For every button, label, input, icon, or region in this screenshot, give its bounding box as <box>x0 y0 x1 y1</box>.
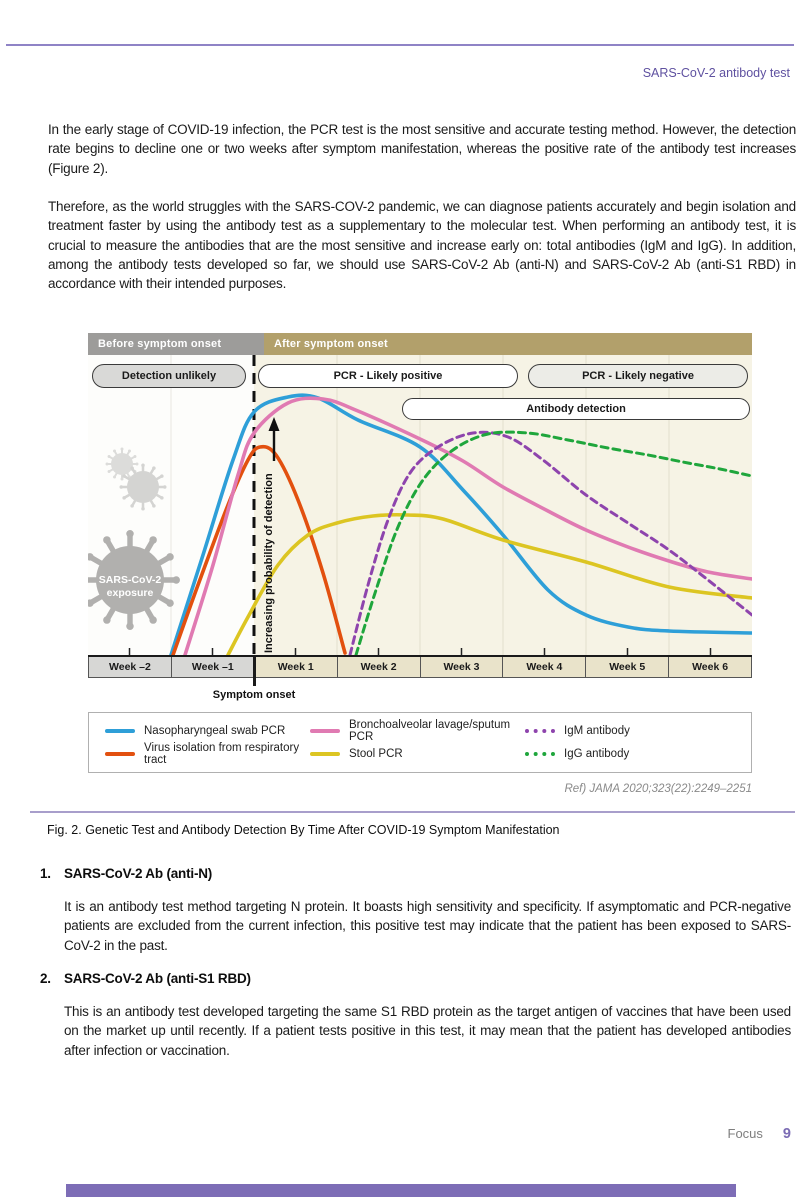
after-symptom-onset-bar: After symptom onset <box>264 333 752 355</box>
week-cell: Week 6 <box>669 657 752 677</box>
curve-virus-isolation-from-respiratory-tract <box>173 447 345 655</box>
plot-area <box>88 355 752 655</box>
week-cell: Week 3 <box>421 657 504 677</box>
section-1-body: It is an antibody test method targeting N protein. It boasts high sensitivity and specificity. If asymptomatic and PCR-negative patients are excluded from the current infection, this positive test may indicate that the patient has been exposed to SARS-CoV-2 in the past. <box>64 899 791 953</box>
figure-region-bars <box>88 333 752 355</box>
intro-paragraph-2: Therefore, as the world struggles with the SARS-COV-2 pandemic, we can diagnose patients accurately and begin isolation and treatment faster by using the antibody test as a supplementary to the molecular test. When performing an antibody test, it is crucial to measure the antibodies that are the most sensitive and increase early on: total antibodies (IgM and IgG). In addition, among the antibody tests developed so far, we should use SARS-CoV-2 Ab (anti-N) and SARS-CoV-2 Ab (anti-S1 RBD) in accordance with their intended purposes. <box>48 199 796 292</box>
solid-line-swatch-icon <box>105 752 135 756</box>
week-cell: Week 4 <box>503 657 586 677</box>
exposure-label-line2: exposure <box>106 587 154 599</box>
solid-line-swatch-icon <box>105 729 135 733</box>
legend-label: IgM antibody <box>564 725 630 737</box>
legend-label: Nasopharyngeal swab PCR <box>144 725 286 737</box>
chart-legend <box>88 712 752 773</box>
section-1-title: SARS-CoV-2 Ab (anti-N) <box>64 866 213 881</box>
week-cell: Week 2 <box>338 657 421 677</box>
curve-igm-antibody <box>350 432 752 655</box>
intro-paragraph-1: In the early stage of COVID-19 infection, the PCR test is the most sensitive and accurate testing method. However, the detection rate begins to decline one or two weeks after symptom manifestation, whereas the positive rate of the antibody test increases (Figure 2). <box>48 122 796 176</box>
section-2-title: SARS-CoV-2 Ab (anti-S1 RBD) <box>64 971 251 986</box>
dotted-line-swatch-icon <box>525 752 555 756</box>
week-cell: Week –1 <box>172 657 255 677</box>
pcr-likely-negative-pill: PCR - Likely negative <box>528 364 748 388</box>
header-rule <box>6 44 794 46</box>
section-1-number: 1. <box>40 866 51 881</box>
legend-label: Bronchoalveolar lavage/sputum PCR <box>349 719 511 743</box>
week-cell: Week 1 <box>255 657 338 677</box>
week-axis <box>88 655 752 678</box>
footer-accent-bar <box>66 1184 736 1197</box>
solid-line-swatch-icon <box>310 729 340 733</box>
symptom-onset-tick <box>253 655 256 686</box>
section-divider-rule <box>30 811 795 813</box>
section-1-heading <box>40 866 212 881</box>
pcr-likely-positive-pill: PCR - Likely positive <box>258 364 518 388</box>
section-2-heading <box>40 971 251 986</box>
probability-arrow <box>269 417 280 461</box>
page-number: 9 <box>782 1126 791 1142</box>
section-2-number: 2. <box>40 971 51 986</box>
virus-icons <box>88 448 180 630</box>
legend-item <box>525 721 745 741</box>
legend-item <box>105 721 310 741</box>
before-symptom-onset-bar: Before symptom onset <box>88 333 264 355</box>
dotted-line-swatch-icon <box>525 729 555 733</box>
reference-citation: Ref) JAMA 2020;323(22):2249–2251 <box>564 783 752 795</box>
week-cell: Week –2 <box>88 657 172 677</box>
legend-label: IgG antibody <box>564 748 630 760</box>
section-2-body: This is an antibody test developed targeting the same S1 RBD protein as the target antigen of vaccines that have been used on the market up until recently. If a patient tests positive in this test, it may mean that the patient has developed antibodies after infection or vaccination. <box>64 1004 791 1058</box>
running-head: SARS-CoV-2 antibody test <box>642 66 790 80</box>
legend-item <box>310 744 525 764</box>
legend-label: Stool PCR <box>349 748 403 760</box>
legend-item <box>105 744 310 764</box>
legend-item <box>525 744 745 764</box>
curve-igg-antibody <box>356 432 752 655</box>
solid-line-swatch-icon <box>310 752 340 756</box>
y-axis-label: Increasing probability of detection <box>263 473 275 653</box>
footer-label: Focus <box>727 1126 763 1141</box>
symptom-onset-label: Symptom onset <box>212 689 296 701</box>
figure-caption: Fig. 2. Genetic Test and Antibody Detection By Time After COVID-19 Symptom Manifestation <box>47 823 560 837</box>
exposure-label-line1: SARS-CoV-2 <box>98 574 162 586</box>
page-footer <box>728 1126 791 1142</box>
legend-item <box>310 721 525 741</box>
detection-unlikely-pill: Detection unlikely <box>92 364 246 388</box>
week-cell: Week 5 <box>586 657 669 677</box>
figure-2 <box>88 333 752 705</box>
antibody-detection-pill: Antibody detection <box>402 398 750 420</box>
legend-label: Virus isolation from respiratory tract <box>144 742 300 766</box>
series-paths <box>171 395 752 655</box>
curve-stool-pcr <box>228 515 752 655</box>
